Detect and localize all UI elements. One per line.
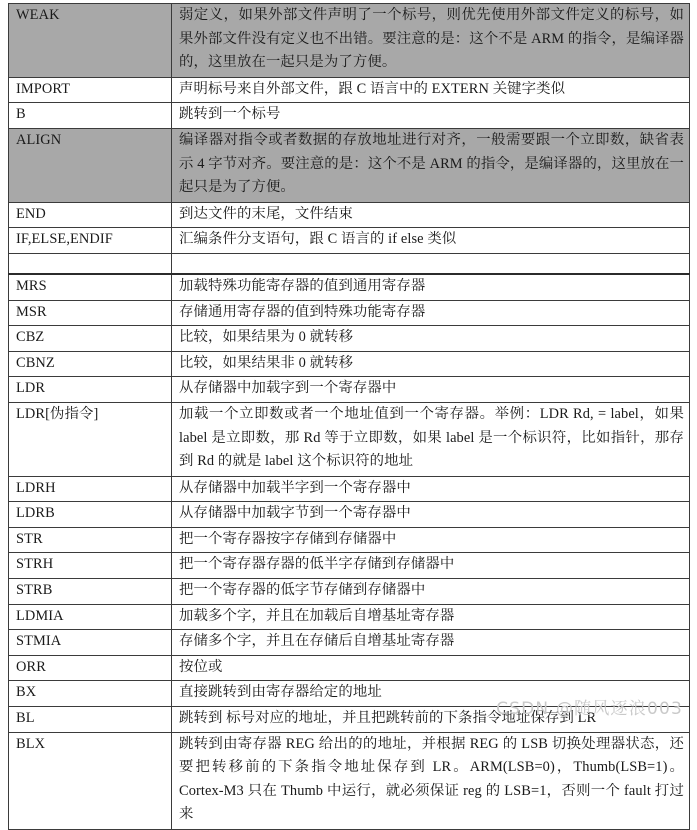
arm-instruction-table <box>8 3 690 830</box>
instruction-description-cell: 跳转到由寄存器 REG 给出的的地址，并根据 REG 的 LSB 切换处理器状态，还要把转移前的下条指令地址保存到 LR。ARM(LSB=0)，Thumb(LSB=1)。Cortex-M3 只在 Thumb 中运行，就必须保证 reg 的 LSB=1，否则一个 fault 打过来 <box>172 732 690 829</box>
instruction-mnemonic-cell: MSR <box>9 300 172 326</box>
instruction-description-cell: 到达文件的末尾，文件结束 <box>172 202 690 228</box>
instruction-mnemonic-cell: IF,ELSE,ENDIF <box>9 228 172 254</box>
table-row <box>9 553 690 579</box>
table-row <box>9 253 690 274</box>
table-row <box>9 351 690 377</box>
table-row <box>9 707 690 733</box>
instruction-mnemonic-cell: LDRH <box>9 476 172 502</box>
instruction-mnemonic-cell: STRB <box>9 579 172 605</box>
instruction-mnemonic-cell: STRH <box>9 553 172 579</box>
instruction-mnemonic-cell: LDRB <box>9 502 172 528</box>
instruction-mnemonic-cell: END <box>9 202 172 228</box>
table-row <box>9 655 690 681</box>
table-row <box>9 326 690 352</box>
instruction-mnemonic-cell: STMIA <box>9 630 172 656</box>
instruction-description-cell: 加载特殊功能寄存器的值到通用寄存器 <box>172 274 690 300</box>
instruction-description-cell: 弱定义，如果外部文件声明了一个标号，则优先使用外部文件定义的标号，如果外部文件没有定义也不出错。要注意的是：这个不是 ARM 的指令，是编译器的，这里放在一起只是为了方便。 <box>172 4 690 78</box>
instruction-description-cell: 汇编条件分支语句，跟 C 语言的 if else 类似 <box>172 228 690 254</box>
instruction-description-cell: 编译器对指令或者数据的存放地址进行对齐，一般需要跟一个立即数，缺省表示 4 字节对齐。要注意的是：这个不是 ARM 的指令，是编译器的，这里放在一起只是为了方便。 <box>172 128 690 202</box>
table-row <box>9 681 690 707</box>
instruction-description-cell: 跳转到 标号对应的地址，并且把跳转前的下条指令地址保存到 LR <box>172 707 690 733</box>
instruction-mnemonic-cell: LDR[伪指令] <box>9 402 172 476</box>
table-row <box>9 579 690 605</box>
instruction-mnemonic-cell: CBZ <box>9 326 172 352</box>
table-row <box>9 527 690 553</box>
instruction-mnemonic-cell: B <box>9 103 172 129</box>
instruction-description-cell: 按位或 <box>172 655 690 681</box>
instruction-mnemonic-cell: MRS <box>9 274 172 300</box>
instruction-description-cell: 存储多个字，并且在存储后自增基址寄存器 <box>172 630 690 656</box>
table-row <box>9 300 690 326</box>
table-row <box>9 103 690 129</box>
instruction-description-cell: 比较，如果结果非 0 就转移 <box>172 351 690 377</box>
instruction-mnemonic-cell: ORR <box>9 655 172 681</box>
instruction-mnemonic-cell: BLX <box>9 732 172 829</box>
instruction-mnemonic-cell: IMPORT <box>9 77 172 103</box>
table-row <box>9 476 690 502</box>
instruction-mnemonic-cell: LDR <box>9 377 172 403</box>
table-row <box>9 228 690 254</box>
table-row <box>9 732 690 829</box>
table-row <box>9 4 690 78</box>
instruction-description-cell: 从存储器中加载字节到一个寄存器中 <box>172 502 690 528</box>
table-row <box>9 604 690 630</box>
instruction-description-cell: 加载一个立即数或者一个地址值到一个寄存器。举例：LDR Rd, = label，如果 label 是立即数，那 Rd 等于立即数，如果 label 是一个标识符，比如指针，那存到 Rd 的就是 label 这个标识符的地址 <box>172 402 690 476</box>
instruction-description-cell: 加载多个字，并且在加载后自增基址寄存器 <box>172 604 690 630</box>
table-row <box>9 128 690 202</box>
table-row <box>9 274 690 300</box>
instruction-description-cell: 把一个寄存器的低字节存储到存储器中 <box>172 579 690 605</box>
instruction-mnemonic-cell: BX <box>9 681 172 707</box>
instruction-description-cell: 直接跳转到由寄存器给定的地址 <box>172 681 690 707</box>
table-row <box>9 502 690 528</box>
instruction-mnemonic-cell: LDMIA <box>9 604 172 630</box>
instruction-mnemonic-cell: WEAK <box>9 4 172 78</box>
instruction-mnemonic-cell: ALIGN <box>9 128 172 202</box>
instruction-description-cell: 声明标号来自外部文件，跟 C 语言中的 EXTERN 关键字类似 <box>172 77 690 103</box>
instruction-mnemonic-cell <box>9 253 172 274</box>
table-row <box>9 402 690 476</box>
table-body <box>9 4 690 830</box>
table-row <box>9 202 690 228</box>
table-row <box>9 377 690 403</box>
instruction-mnemonic-cell: CBNZ <box>9 351 172 377</box>
instruction-description-cell: 从存储器中加载半字到一个寄存器中 <box>172 476 690 502</box>
instruction-description-cell: 存储通用寄存器的值到特殊功能寄存器 <box>172 300 690 326</box>
instruction-description-cell <box>172 253 690 274</box>
csdn-watermark: CSDN @随风逐浪003 <box>496 699 683 719</box>
instruction-mnemonic-cell: STR <box>9 527 172 553</box>
instruction-description-cell: 从存储器中加载字到一个寄存器中 <box>172 377 690 403</box>
instruction-description-cell: 把一个寄存器按字存储到存储器中 <box>172 527 690 553</box>
table-row <box>9 77 690 103</box>
instruction-description-cell: 比较，如果结果为 0 就转移 <box>172 326 690 352</box>
instruction-description-cell: 把一个寄存器存器的低半字存储到存储器中 <box>172 553 690 579</box>
table-row <box>9 630 690 656</box>
instruction-description-cell: 跳转到一个标号 <box>172 103 690 129</box>
instruction-mnemonic-cell: BL <box>9 707 172 733</box>
